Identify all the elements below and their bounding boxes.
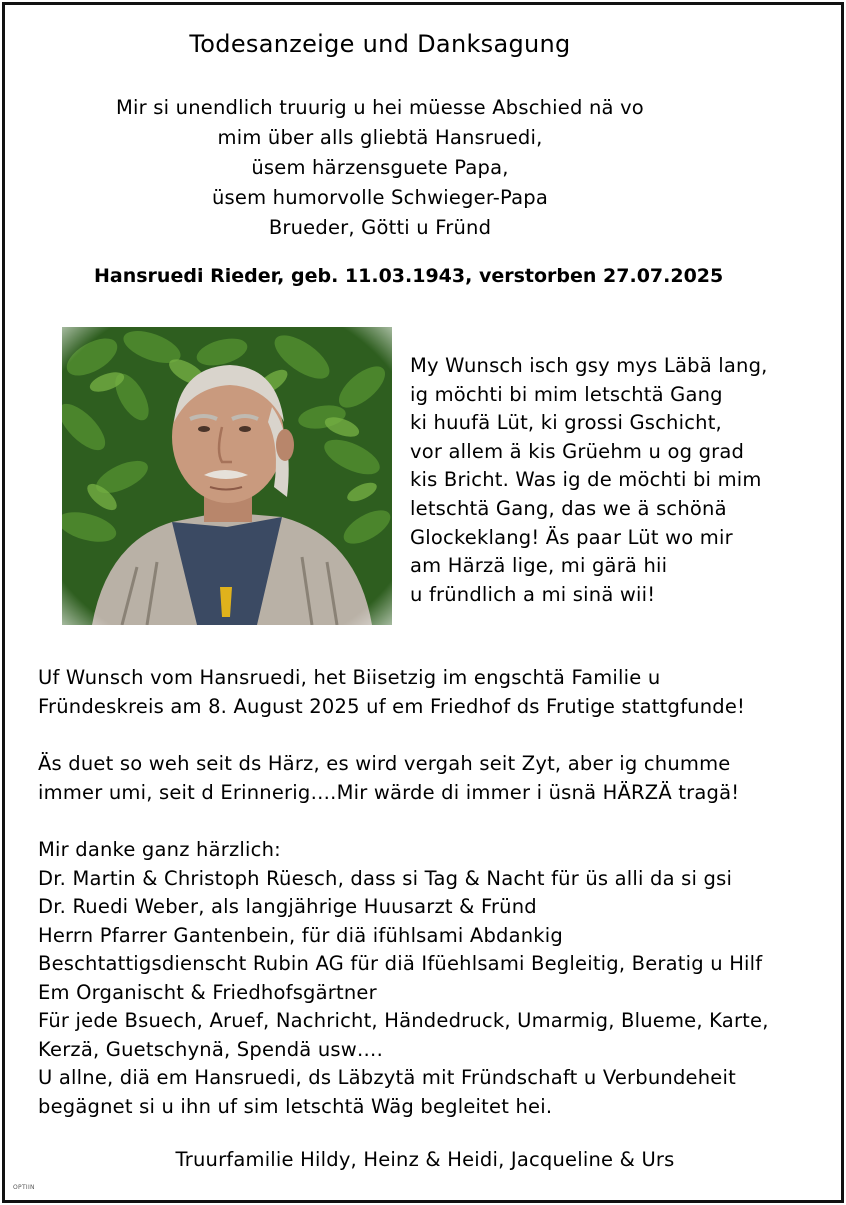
thanks-line: begägnet si u ihn uf sim letschtä Wäg begleitet hei. bbox=[38, 1094, 553, 1118]
verse-line: Glockeklang! Äs paar Lüt wo mir bbox=[410, 525, 733, 549]
verse-line: ki huufä Lüt, ki grossi Gschicht, bbox=[410, 411, 722, 435]
poem-line: Mir si unendlich truurig u hei müesse Abschied nä vo bbox=[116, 96, 644, 119]
page-title: Todesanzeige und Danksagung bbox=[189, 30, 571, 58]
paragraph-line: immer umi, seit d Erinnerig….Mir wärde di immer i üsnä HÄRZÄ tragä! bbox=[38, 780, 740, 804]
verse-line: kis Bricht. Was ig de möchti bi mim bbox=[410, 468, 762, 492]
portrait-photo bbox=[62, 327, 392, 625]
poem-line: mim über alls gliebtä Hansruedi, bbox=[217, 126, 543, 149]
funeral-paragraph bbox=[38, 664, 828, 721]
thanks-line: Em Organischt & Friedhofsgärtner bbox=[38, 980, 377, 1004]
paragraph-line: Fründeskreis am 8. August 2025 uf em Friedhof ds Frutige stattgfunde! bbox=[38, 694, 746, 718]
verse-line: ig möchti bi mim letschtä Gang bbox=[410, 382, 723, 406]
thanks-line: Kerzä, Guetschynä, Spendä usw…. bbox=[38, 1037, 384, 1061]
verse-line: letschtä Gang, das we ä schönä bbox=[410, 496, 727, 520]
poem-line: üsem humorvolle Schwieger-Papa bbox=[211, 186, 549, 209]
verse-line: am Härzä lige, mi gärä hii bbox=[410, 554, 668, 578]
paragraph-line: Äs duet so weh seit ds Härz, es wird vergah seit Zyt, aber ig chumme bbox=[38, 752, 731, 775]
thanks-line: Für jede Bsuech, Aruef, Nachricht, Händedruck, Umarmig, Blueme, Karte, bbox=[38, 1009, 769, 1032]
thanks-line: U allne, diä em Hansruedi, ds Läbzytä mit Fründschaft u Verbundeheit bbox=[38, 1066, 736, 1089]
thanks-line: Beschtattigsdienscht Rubin AG für diä Ifüehlsami Begleitig, Beratig u Hilf bbox=[38, 952, 763, 975]
verse-line: u fründlich a mi sinä wii! bbox=[410, 582, 656, 606]
poem-line: üsem härzensguete Papa, bbox=[251, 156, 509, 179]
thanks-line: Dr. Martin & Christoph Rüesch, dass si Tag & Nacht für üs alli da si gsi bbox=[38, 866, 733, 890]
publisher-code: OPTIIN bbox=[13, 1184, 35, 1191]
memory-paragraph bbox=[38, 750, 828, 807]
paragraph-line: Uf Wunsch vom Hansruedi, het Biisetzig im engschtä Familie u bbox=[38, 666, 661, 689]
deceased-name-dates: Hansruedi Rieder, geb. 11.03.1943, verstorben 27.07.2025 bbox=[94, 265, 724, 287]
family-signature bbox=[0, 1148, 846, 1171]
verse-line: vor allem ä kis Grüehm u og grad bbox=[410, 439, 745, 463]
thanks-line: Herrn Pfarrer Gantenbein, für diä ifühlsami Abdankig bbox=[38, 923, 563, 947]
thanks-line: Dr. Ruedi Weber, als langjährige Huusarzt & Fründ bbox=[38, 895, 537, 918]
opening-poem bbox=[0, 93, 760, 243]
poem-line: Brueder, Götti u Fründ bbox=[268, 216, 492, 239]
thanks-heading: Mir danke ganz härzlich: bbox=[38, 838, 281, 861]
thanks-list bbox=[38, 836, 828, 1121]
signature-text: Truurfamilie Hildy, Heinz & Heidi, Jacqueline & Urs bbox=[175, 1148, 675, 1171]
verse-line: My Wunsch isch gsy mys Läbä lang, bbox=[410, 354, 768, 377]
memorial-verse bbox=[410, 352, 830, 609]
